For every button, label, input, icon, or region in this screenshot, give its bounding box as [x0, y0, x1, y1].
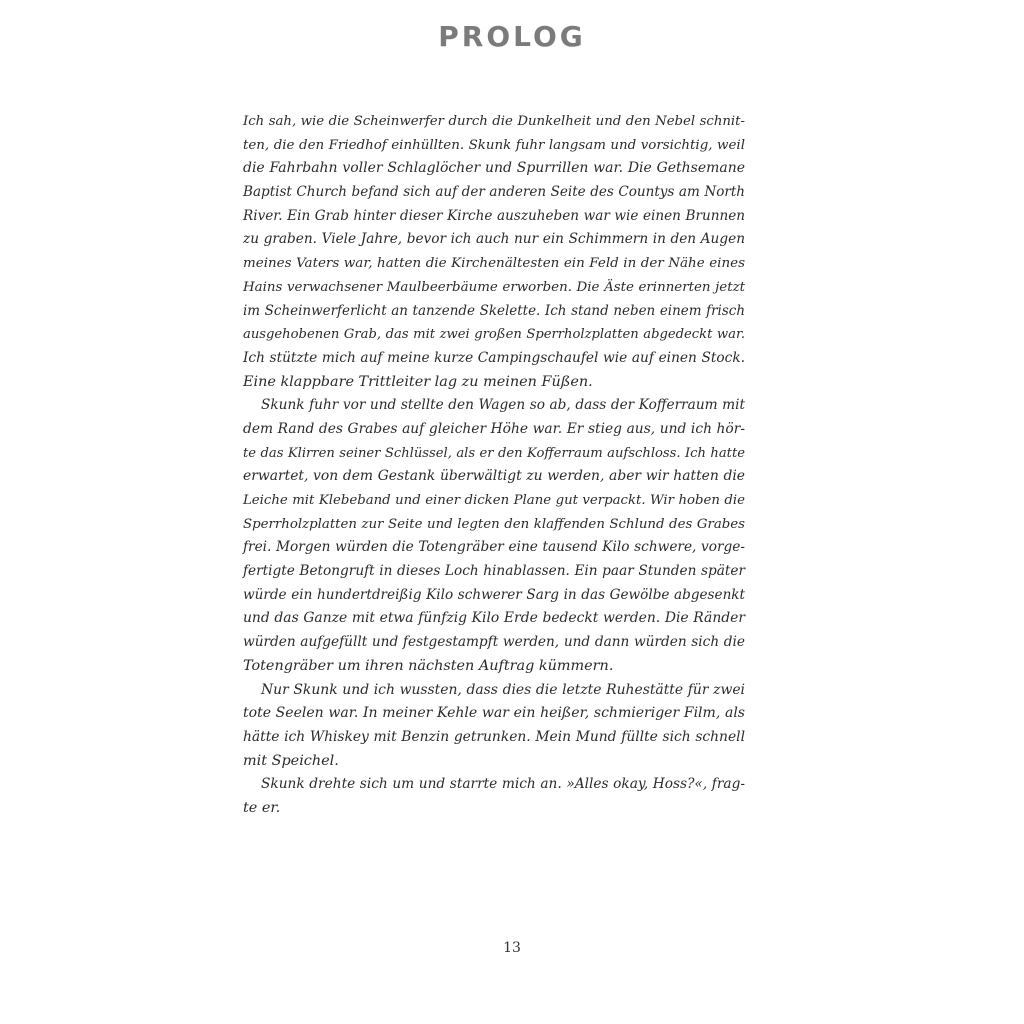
- text-line: dem Rand des Grabes auf gleicher Höhe war. Er stieg aus, und ich hör-: [243, 420, 745, 437]
- text-line: im Scheinwerferlicht an tanzende Skelette. Ich stand neben einem frisch: [243, 302, 745, 319]
- text-line: Ich sah, wie die Scheinwerfer durch die Dunkelheit und den Nebel schnit-: [243, 114, 745, 129]
- text-line: ausgehobenen Grab, das mit zwei großen Sperrholzplatten abgedeckt war.: [243, 327, 745, 343]
- text-line: meines Vaters war, hatten die Kirchenältesten ein Feld in der Nähe eines: [243, 256, 745, 272]
- text-line: mit Speichel.: [243, 752, 339, 769]
- body-text: [243, 110, 745, 821]
- chapter-title: PROLOG: [438, 20, 586, 53]
- text-line: River. Ein Grab hinter dieser Kirche auszuheben war wie einen Brunnen: [243, 207, 745, 224]
- text-line: Leiche mit Klebeband und einer dicken Plane gut verpackt. Wir hoben die: [243, 493, 745, 508]
- text-line: ten, die den Friedhof einhüllten. Skunk fuhr langsam und vorsichtig, weil: [243, 137, 745, 153]
- text-line: Hains verwachsener Maulbeerbäume erworben. Die Äste erinnerten jetzt: [243, 279, 745, 295]
- text-line: fertigte Betongruft in dieses Loch hinablassen. Ein paar Stunden später: [243, 563, 745, 580]
- text-line: erwartet, von dem Gestank überwältigt zu werden, aber wir hatten die: [243, 468, 745, 485]
- text-line: Sperrholzplatten zur Seite und legten den klaffenden Schlund des Grabes: [243, 516, 745, 532]
- text-line: te das Klirren seiner Schlüssel, als er den Kofferraum aufschloss. Ich hatte: [243, 445, 745, 461]
- text-line: würde ein hundertdreißig Kilo schwerer Sarg in das Gewölbe abgesenkt: [243, 586, 745, 603]
- text-line: die Fahrbahn voller Schlaglöcher und Spurrillen war. Die Gethsemane: [243, 160, 745, 177]
- text-line: Skunk fuhr vor und stellte den Wagen so ab, dass der Kofferraum mit: [261, 397, 745, 414]
- text-line: Baptist Church befand sich auf der anderen Seite des Countys am North: [243, 184, 745, 201]
- text-line: Eine klappbare Trittleiter lag zu meinen Füßen.: [243, 373, 593, 390]
- text-line: te er.: [243, 799, 281, 816]
- page-number: 13: [503, 940, 521, 956]
- text-line: Ich stützte mich auf meine kurze Campingschaufel wie auf einen Stock.: [243, 349, 745, 366]
- text-line: tote Seelen war. In meiner Kehle war ein heißer, schmieriger Film, als: [243, 705, 745, 722]
- text-line: hätte ich Whiskey mit Benzin getrunken. Mein Mund füllte sich schnell: [243, 728, 745, 745]
- text-line: Totengräber um ihren nächsten Auftrag kümmern.: [243, 657, 614, 674]
- text-line: und das Ganze mit etwa fünfzig Kilo Erde bedeckt werden. Die Ränder: [243, 610, 745, 627]
- text-line: Nur Skunk und ich wussten, dass dies die letzte Ruhestätte für zwei: [261, 681, 745, 698]
- text-line: würden aufgefüllt und festgestampft werden, und dann würden sich die: [243, 634, 745, 651]
- text-line: frei. Morgen würden die Totengräber eine tausend Kilo schwere, vorge-: [243, 539, 745, 556]
- text-line: Skunk drehte sich um und starrte mich an. »Alles okay, Hoss?«, frag-: [261, 776, 745, 793]
- text-line: zu graben. Viele Jahre, bevor ich auch nur ein Schimmern in den Augen: [243, 231, 745, 248]
